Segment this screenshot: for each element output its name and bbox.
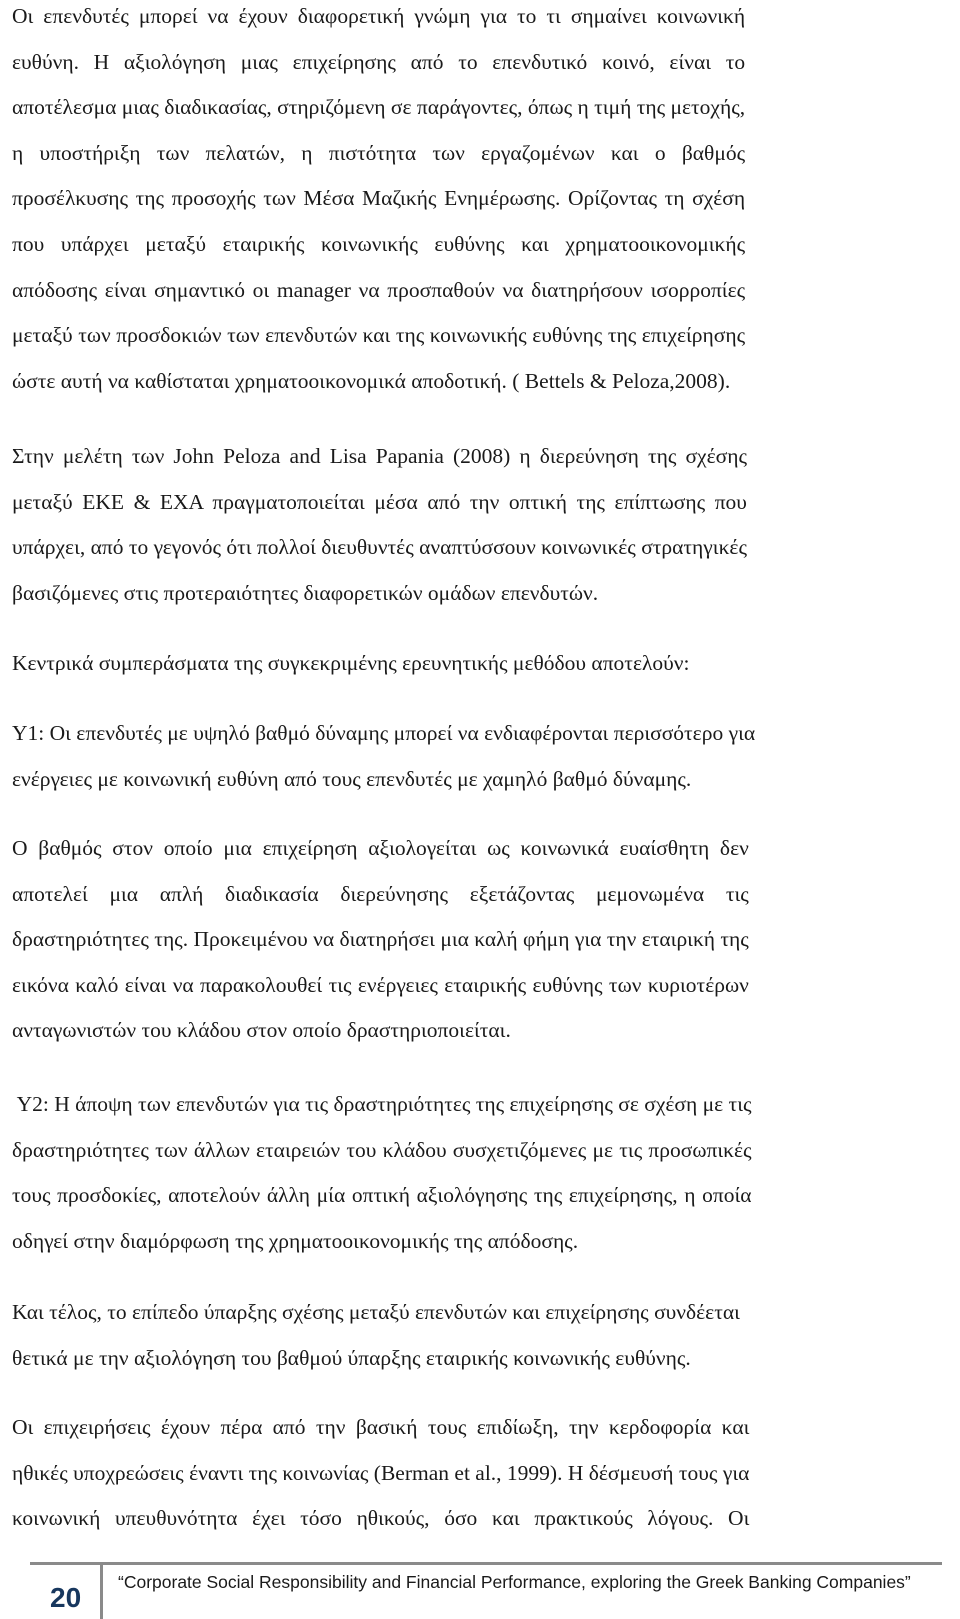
footer-document-title: “Corporate Social Responsibility and Financial Performance, exploring the Greek Banking Companies” — [118, 1572, 911, 1592]
page-footer — [0, 1562, 960, 1619]
text-line: ώστε αυτή να καθίσταται χρηματοοικονομικά αποδοτική. ( Bettels & Peloza,2008). — [12, 368, 731, 393]
text-line: οδηγεί στην διαμόρφωση της χρηματοοικονομικής της απόδοσης. — [12, 1228, 579, 1253]
text-line: τους προσδοκίες, αποτελούν άλλη μία οπτική αξιολόγησης της επιχείρησης, η οποία — [12, 1183, 752, 1208]
text-line: προσέλκυσης της προσοχής των Μέσα Μαζικής Ενημέρωσης. Ορίζοντας τη σχέση — [12, 186, 746, 211]
text-line: Υ2: Η άποψη των επενδυτών για τις δραστηριότητες της επιχείρησης σε σχέση με τις — [12, 1092, 752, 1116]
text-line: Οι επενδυτές μπορεί να έχουν διαφορετική γνώμη για το τι σημαίνει κοινωνική — [12, 4, 746, 28]
paragraph-social-sensitivity — [12, 826, 749, 1054]
text-line: Κεντρικά συμπεράσματα της συγκεκριμένης ερευνητικής μεθόδου αποτελούν: — [12, 651, 690, 675]
paragraph-investor-views — [12, 0, 745, 404]
text-line: Υ1: Οι επενδυτές με υψηλό βαθμό δύναμης μπορεί να ενδιαφέρονται περισσότερο για — [12, 721, 756, 745]
text-line: μεταξύ των προσδοκιών των επενδυτών και της κοινωνικής ευθύνης της επιχείρησης — [12, 323, 746, 348]
text-line: η υποστήριξη των πελατών, η πιστότητα των εργαζομένων και ο βαθμός — [12, 140, 746, 165]
paragraph-business-obligations — [12, 1405, 749, 1542]
text-line: δραστηριότητες της. Προκειμένου να διατηρήσει μια καλή φήμη για την εταιρική της — [12, 927, 749, 952]
text-line: υπάρχει, από το γεγονός ότι πολλοί διευθυντές αναπτύσσουν κοινωνικές στρατηγικές — [12, 535, 747, 560]
paragraph-peloza-study — [12, 434, 747, 616]
paragraph-hypothesis-y1 — [12, 711, 755, 802]
text-line: που υπάρχει μεταξύ εταιρικής κοινωνικής ευθύνης και χρηματοοικονομικής — [12, 231, 746, 256]
text-line: Στην μελέτη των John Peloza and Lisa Papania (2008) η διερεύνηση της σχέσης — [12, 444, 747, 468]
footer-rule — [30, 1562, 942, 1565]
text-line: αποτελεί μια απλή διαδικασία διερεύνησης εξετάζοντας μεμονωμένα τις — [12, 881, 749, 906]
paragraph-relationship-level — [12, 1290, 740, 1381]
text-line: δραστηριότητες των άλλων εταιρειών του κλάδου συσχετιζόμενες με τις προσωπικές — [12, 1137, 752, 1162]
text-line: Οι επιχειρήσεις έχουν πέρα από την βασική τους επιδίωξη, την κερδοφορία και — [12, 1415, 750, 1439]
text-line: μεταξύ ΕΚΕ & ΕΧΑ πραγματοποιείται μέσα από την οπτική της επίπτωσης που — [12, 489, 747, 514]
text-line: ηθικές υποχρεώσεις έναντι της κοινωνίας (Berman et al., 1999). Η δέσμευσή τους για — [12, 1460, 750, 1485]
text-line: ενέργειες με κοινωνική ευθύνη από τους επενδυτές με χαμηλό βαθμό δύναμης. — [12, 766, 692, 791]
paragraph-hypothesis-y2 — [12, 1082, 752, 1264]
text-line: απόδοσης είναι σημαντικό οι manager να προσπαθούν να διατηρήσουν ισορροπίες — [12, 277, 746, 302]
text-line: εικόνα καλό είναι να παρακολουθεί τις ενέργειες εταιρικής ευθύνης των κυριοτέρων — [12, 972, 749, 997]
text-line: θετικά με την αξιολόγηση του βαθμού ύπαρξης εταιρικής κοινωνικής ευθύνης. — [12, 1345, 691, 1370]
paragraph-conclusions-intro — [12, 641, 689, 687]
text-line: κοινωνική υπευθυνότητα έχει τόσο ηθικούς, όσο και πρακτικούς λόγους. Οι — [12, 1506, 750, 1531]
text-line: αποτέλεσμα μιας διαδικασίας, στηριζόμενη σε παράγοντες, όπως η τιμή της μετοχής, — [12, 95, 746, 120]
text-line: Ο βαθμός στον οποίο μια επιχείρηση αξιολογείται ως κοινωνικά ευαίσθητη δεν — [12, 836, 749, 860]
text-line: ευθύνη. Η αξιολόγηση μιας επιχείρησης από το επενδυτικό κοινό, είναι το — [12, 49, 746, 74]
text-line: ανταγωνιστών του κλάδου στον οποίο δραστηριοποιείται. — [12, 1018, 511, 1043]
page-number: 20 — [50, 1582, 82, 1613]
footer-divider — [100, 1562, 103, 1619]
text-line: Και τέλος, το επίπεδο ύπαρξης σχέσης μεταξύ επενδυτών και επιχείρησης συνδέεται — [12, 1300, 740, 1324]
text-line: βασιζόμενες στις προτεραιότητες διαφορετικών ομάδων επενδυτών. — [12, 580, 599, 605]
